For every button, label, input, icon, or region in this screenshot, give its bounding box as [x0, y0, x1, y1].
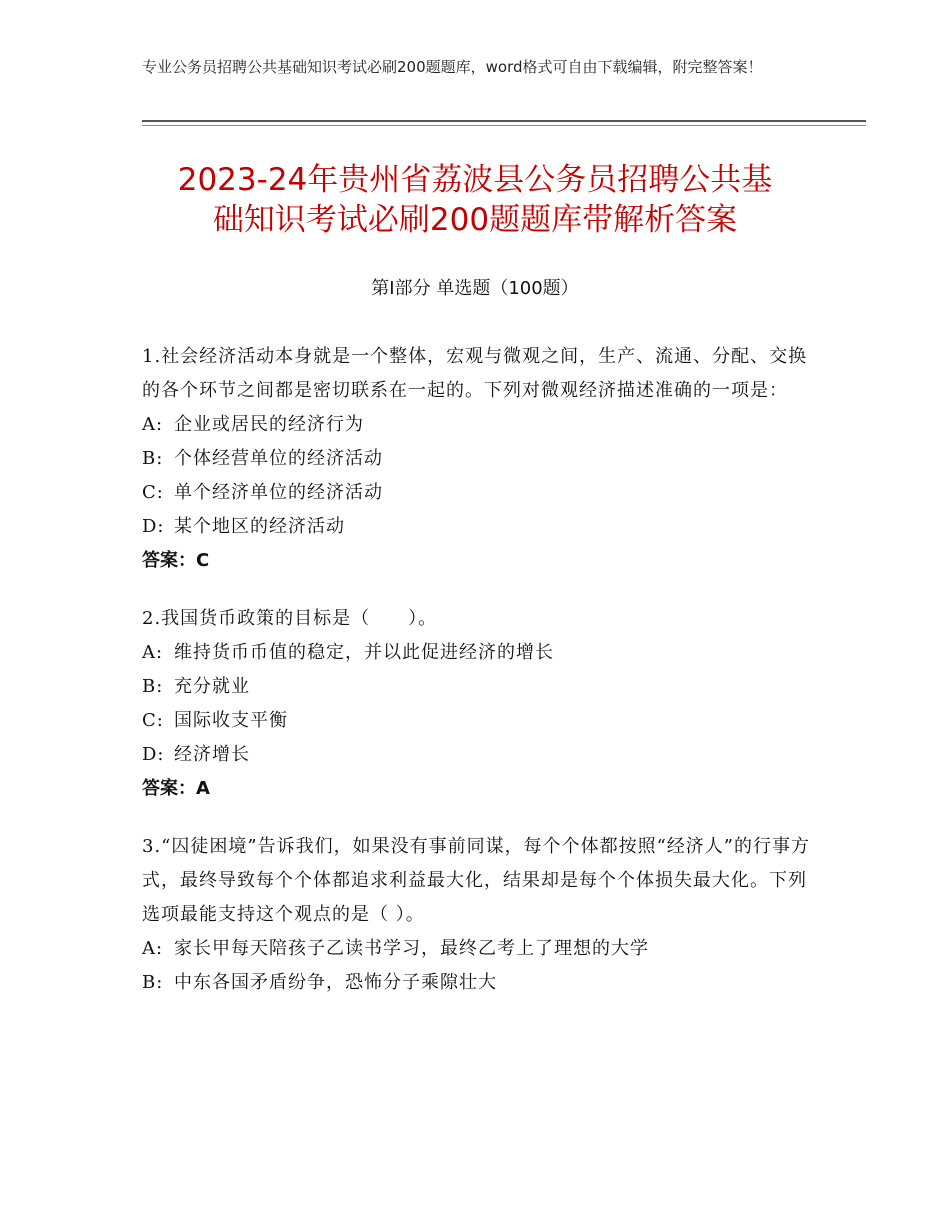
- option-key: A:: [142, 642, 164, 663]
- option-text: 经济增长: [174, 744, 250, 765]
- answer-line: 答案：A: [142, 778, 210, 799]
- option-key: B:: [142, 972, 164, 993]
- option-key: D:: [142, 516, 165, 537]
- option-key: A:: [142, 414, 164, 435]
- question-stem: 1.社会经济活动本身就是一个整体，宏观与微观之间，生产、流通、分配、交换的各个环节之间都是密切联系在一起的。下列对微观经济描述准确的一项是：: [142, 346, 808, 401]
- option-key: B:: [142, 448, 164, 469]
- option-text: 企业或居民的经济行为: [174, 414, 364, 435]
- option-text: 国际收支平衡: [174, 710, 288, 731]
- question-stem: 3.“囚徒困境”告诉我们，如果没有事前同谋，每个个体都按照“经济人”的行事方式，最终导致每个个体都追求利益最大化，结果却是每个个体损失最大化。下列选项最能支持这个观点的是（ ）。: [142, 836, 810, 925]
- option-text: 充分就业: [174, 676, 250, 697]
- question-list: [142, 340, 810, 1024]
- option-a: [142, 932, 810, 966]
- option-b: [142, 966, 810, 1000]
- section-heading: 第Ⅰ部分 单选题（100题）: [371, 278, 579, 299]
- question-stem: 2.我国货币政策的目标是（ ）。: [142, 608, 438, 629]
- option-text: 单个经济单位的经济活动: [174, 482, 383, 503]
- option-text: 家长甲每天陪孩子乙读书学习，最终乙考上了理想的大学: [174, 938, 649, 959]
- option-a: [142, 636, 810, 670]
- option-b: [142, 670, 810, 704]
- title-line-1: 2023-24年贵州省荔波县公务员招聘公共基: [177, 162, 773, 198]
- option-key: B:: [142, 676, 164, 697]
- title-line-2: 础知识考试必刷200题题库带解析答案: [212, 202, 738, 238]
- question-3: [142, 830, 810, 1000]
- option-text: 中东各国矛盾纷争，恐怖分子乘隙壮大: [174, 972, 497, 993]
- option-key: C:: [142, 482, 164, 503]
- header-divider: [142, 120, 866, 122]
- option-text: 个体经营单位的经济活动: [174, 448, 383, 469]
- option-text: 某个地区的经济活动: [174, 516, 345, 537]
- answer-line: 答案：C: [142, 550, 210, 571]
- option-a: [142, 408, 810, 442]
- question-1: [142, 340, 810, 578]
- option-key: D:: [142, 744, 165, 765]
- option-b: [142, 442, 810, 476]
- header-note: 专业公务员招聘公共基础知识考试必刷200题题库，word格式可自由下载编辑，附完整答案！: [142, 58, 763, 76]
- option-c: [142, 476, 810, 510]
- option-d: [142, 738, 810, 772]
- document-title: [120, 160, 830, 240]
- option-key: C:: [142, 710, 164, 731]
- option-key: A:: [142, 938, 164, 959]
- option-d: [142, 510, 810, 544]
- option-text: 维持货币币值的稳定，并以此促进经济的增长: [174, 642, 554, 663]
- option-c: [142, 704, 810, 738]
- question-2: [142, 602, 810, 806]
- header-divider-thin: [142, 125, 866, 126]
